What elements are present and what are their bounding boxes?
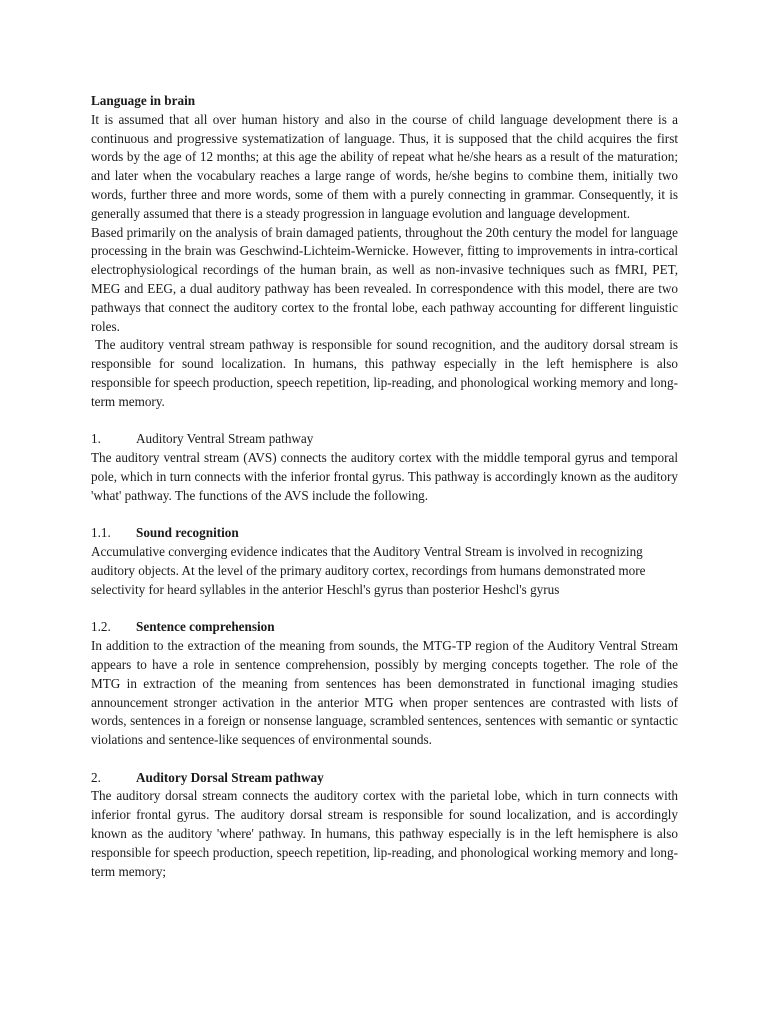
section-2-body: The auditory dorsal stream connects the auditory cortex with the parietal lobe, which in turn connects with inferior frontal gyrus. The auditory dorsal stream is responsible for sound localization, and is accordingly known as the auditory 'where' pathway. In humans, this pathway especially is in the left hemisphere is also responsible for speech production, speech repetition, lip-reading, and phonological working memory and long-term memory; — [91, 788, 678, 879]
section-1-body: The auditory ventral stream (AVS) connects the auditory cortex with the middle temporal gyrus and temporal pole, which in turn connects with the inferior frontal gyrus. This pathway is accordingly known as the auditory 'what' pathway. The functions of the AVS include the following. — [91, 450, 678, 503]
section-2-heading — [91, 769, 678, 788]
spacer — [91, 506, 678, 525]
section-title: Auditory Dorsal Stream pathway — [136, 769, 324, 785]
section-number: 1.1. — [91, 525, 111, 541]
intro-paragraph-2: Based primarily on the analysis of brain damaged patients, throughout the 20th century the model for language processing in the brain was Geschwind-Lichteim-Wernicke. However, fitting to improvements in intra-cortical electrophysiological recordings of the human brain, as well as non-invasive techniques such as fMRI, PET, MEG and EEG, a dual auditory pathway has been revealed. In correspondence with this model, there are two pathways that connect the auditory cortex to the frontal lobe, each pathway accounting for different linguistic roles. — [91, 224, 678, 334]
document-title: Language in brain — [91, 93, 196, 108]
document-page — [91, 92, 678, 881]
section-1-2-body: In addition to the extraction of the meaning from sounds, the MTG-TP region of the Auditory Ventral Stream appears to have a role in sentence comprehension, possibly by merging concepts together. The role of the MTG in extraction of the meaning from sentences has been demonstrated in functional imaging studies announcement stronger activation in the anterior MTG when proper sentences are contrasted with lists of words, sentences in a foreign or nonsense language, scrambled sentences, sentences with semantic or syntactic violations and sentence-like sequences of environmental sounds. — [91, 638, 678, 748]
section-1-2-heading — [91, 618, 678, 637]
section-title: Sentence comprehension — [136, 619, 275, 635]
spacer — [91, 750, 678, 769]
section-1-1-body: Accumulative converging evidence indicates that the Auditory Ventral Stream is involved in recognizing auditory objects. At the level of the primary auditory cortex, recordings from humans demonstrated more selectivity for heard syllables in the anterior Heschl's gyrus than posterior Heshcl's gyrus — [91, 544, 646, 597]
section-number: 1.2. — [91, 619, 111, 635]
section-number: 2. — [91, 769, 101, 785]
section-number: 1. — [91, 431, 101, 447]
section-title: Auditory Ventral Stream pathway — [136, 431, 314, 447]
section-1-heading — [91, 430, 678, 449]
section-title: Sound recognition — [136, 525, 239, 541]
section-1-1-heading — [91, 524, 678, 543]
spacer — [91, 412, 678, 431]
intro-paragraph-3: The auditory ventral stream pathway is responsible for sound recognition, and the auditory dorsal stream is responsible for sound localization. In humans, this pathway especially in the left hemisphere is also responsible for speech production, speech repetition, lip-reading, and phonological working memory and long-term memory. — [91, 337, 678, 409]
spacer — [91, 600, 678, 619]
intro-paragraph-1: It is assumed that all over human history and also in the course of child language development there is a continuous and progressive systematization of language. Thus, it is supposed that the child acquires the first words by the age of 12 months; at this age the ability of repeat what he/she hears as a result of the maturation; and later when the vocabulary reaches a large range of words, he/she begins to combine them, initially two words, further three and more words, some of them with a purely connecting in grammar. Consequently, it is generally assumed that there is a steady progression in language evolution and language development. — [91, 111, 678, 221]
